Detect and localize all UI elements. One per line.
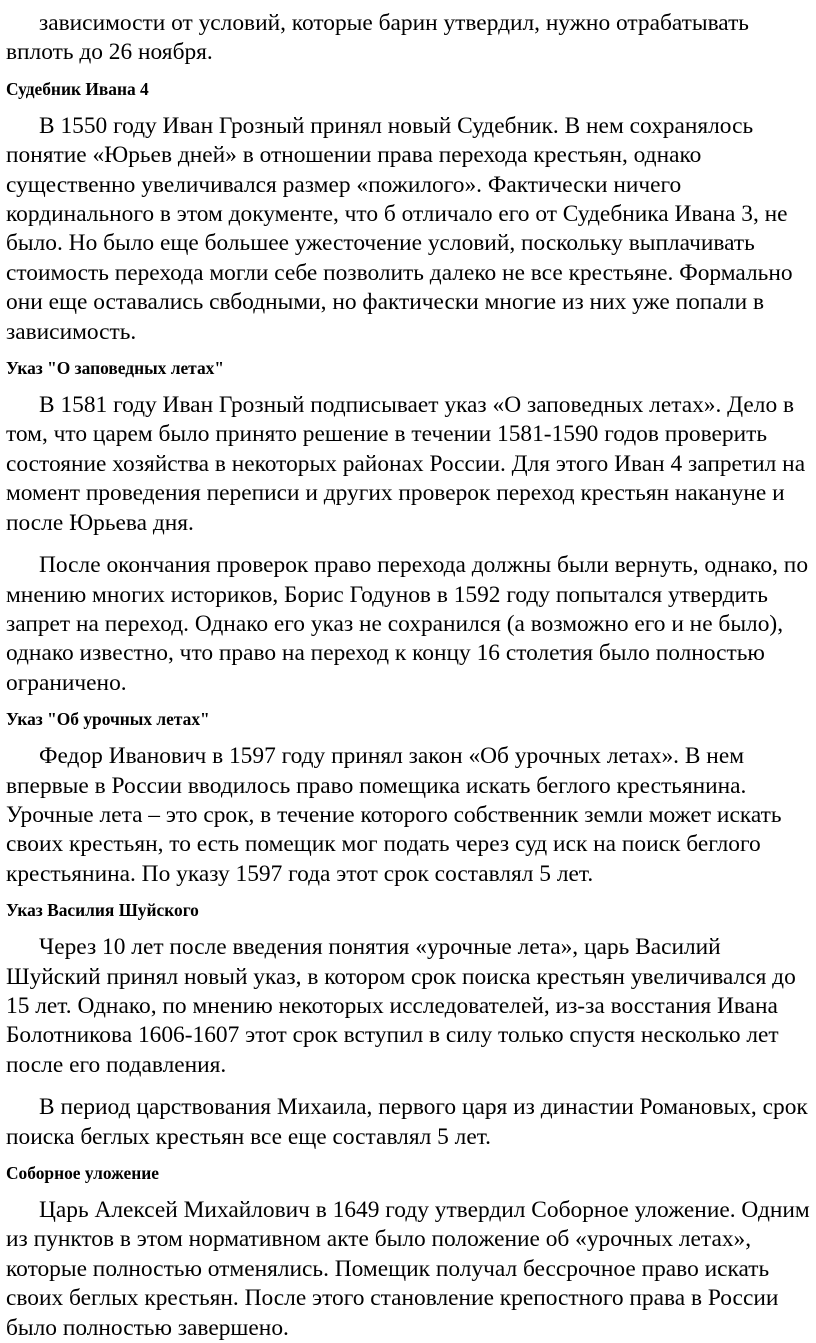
paragraph-sudebnik: В 1550 году Иван Грозный принял новый Судебник. В нем сохранялось понятие «Юрьев дней» в отношении права перехода крестьян, однако существенно увеличивался размер «пожилого». Фактически ничего кординального в этом документе, что б отличало его от Судебника Ивана 3, не было. Но было еще большее ужесточение условий, поскольку выплачивать стоимость перехода могли себе позволить далеко не все крестьяне. Формально они еще оставались свбодными, но фактически многие из них уже попали в зависимость. bbox=[6, 112, 793, 345]
section-heading-sobornoe-ulozhenie: Соборное уложение bbox=[6, 1163, 160, 1183]
paragraph-shuisky-1: Через 10 лет после введения понятия «урочные лета», царь Василий Шуйский принял новый указ, в котором срок поиска крестьян увеличивался до 15 лет. Однако, по мнению некоторых исследователей, из-за восстания Ивана Болотникова 1606-1607 этот срок вступил в силу только спустя несколько лет после его подавления. bbox=[6, 934, 796, 1078]
paragraph-urochnye-leta: Федор Иванович в 1597 году принял закон «Об урочных летах». В нем впервые в России вводилось право помещика искать беглого крестьянина. Урочные лета – это срок, в течение которого собственник земли может искать своих крестьян, то есть помещик мог подать через суд иск на поиск беглого крестьянина. По указу 1597 года этот срок составлял 5 лет. bbox=[6, 743, 782, 887]
document-page bbox=[6, 0, 812, 1343]
paragraph-zapovednye-leta-1: В 1581 году Иван Грозный подписывает указ «О заповедных летах». Дело в том, что царем было принято решение в течении 1581-1590 годов проверить состояние хозяйства в некоторых районах России. Для этого Иван 4 запретил на момент проведения переписи и других проверок переход крестьян накануне и после Юрьева дня. bbox=[6, 392, 806, 536]
paragraph-sobornoe-ulozhenie: Царь Алексей Михайлович в 1649 году утвердил Соборное уложение. Одним из пунктов в этом нормативном акте было положение об «урочных летах», которые полностью отменялись. Помещик получал бессрочное право искать своих беглых крестьян. После этого становление крепостного права в России было полностью завершено. bbox=[6, 1197, 810, 1341]
paragraph-shuisky-2: В период царствования Михаила, первого царя из династии Романовых, срок поиска беглых крестьян все еще составлял 5 лет. bbox=[6, 1094, 808, 1150]
section-heading-sudebnik: Судебник Ивана 4 bbox=[6, 78, 149, 99]
intro-paragraph: зависимости от условий, которые барин утвердил, нужно отрабатывать вплоть до 26 ноября. bbox=[6, 10, 749, 66]
paragraph-zapovednye-leta-2: После окончания проверок право перехода должны были вернуть, однако, по мнению многих историков, Борис Годунов в 1592 году попытался утвердить запрет на переход. Однако его указ не сохранился (а возможно его и не было), однако известно, что право на переход к концу 16 столетия было полностью ограничено. bbox=[6, 552, 809, 696]
section-heading-zapovednye-leta: Указ "О заповедных летах" bbox=[6, 358, 224, 379]
section-heading-urochnye-leta: Указ "Об урочных летах" bbox=[6, 709, 210, 730]
section-heading-shuisky: Указ Василия Шуйского bbox=[6, 900, 199, 921]
